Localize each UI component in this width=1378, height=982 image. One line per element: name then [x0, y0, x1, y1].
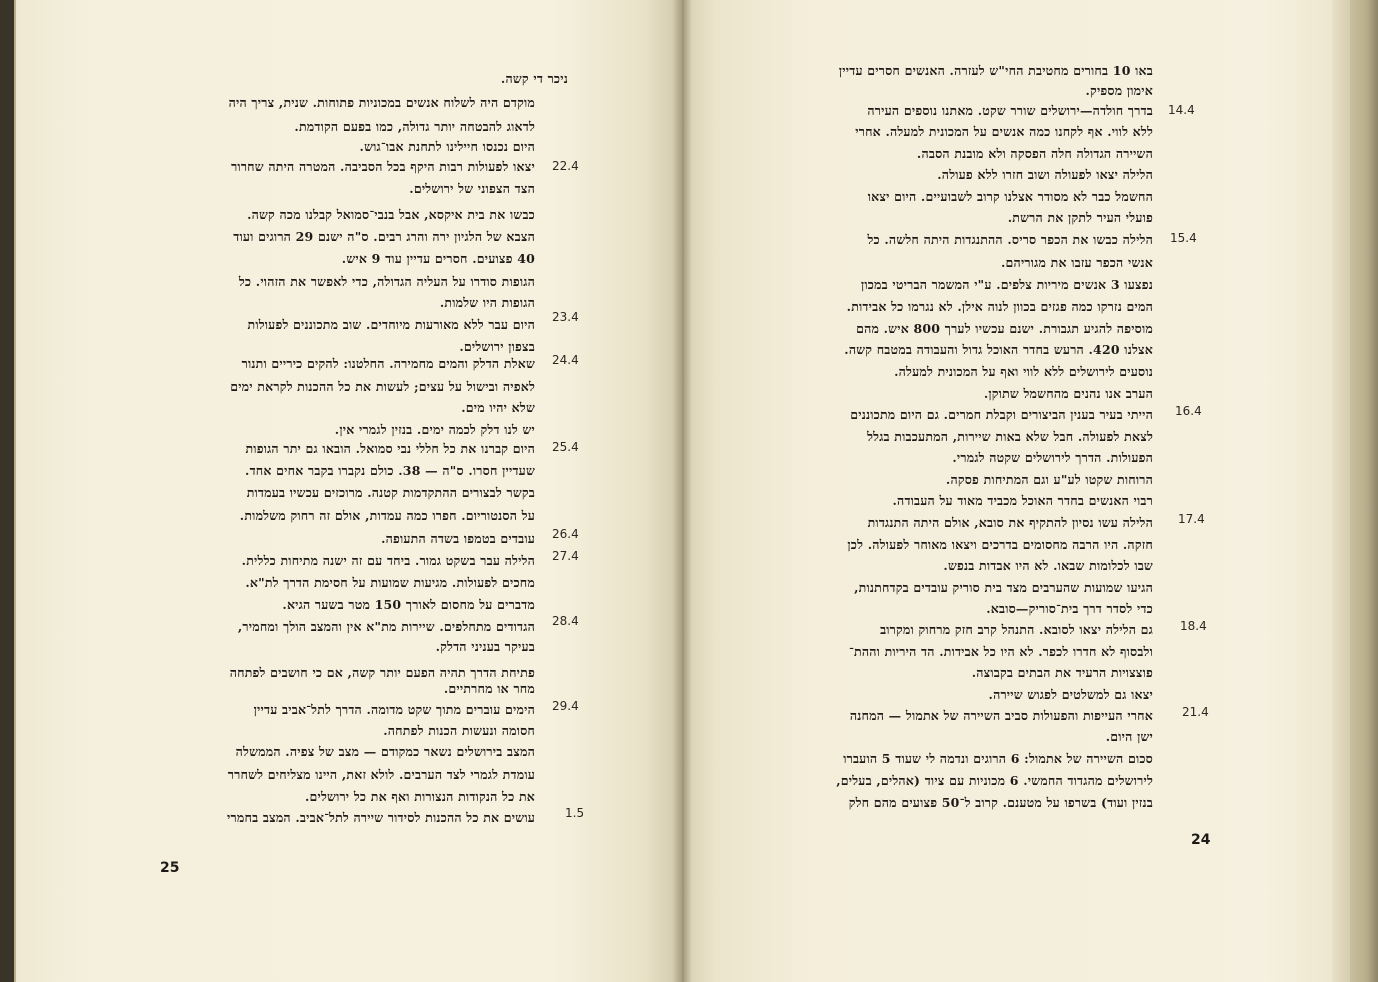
text-line: חסומה ונעשות הכנות לפתחה. — [383, 723, 535, 738]
text-line: כדי לסדר דרך בית־סוריק—סובא. — [986, 601, 1153, 616]
entry-date: 16.4 — [1175, 404, 1202, 418]
text-line: בדרך חולדה—ירושלים שורר שקט. מאתנו נוספים העירה — [867, 103, 1153, 118]
text-line: נוסעים לירושלים ללא לווי ואף על המכונית למעלה. — [894, 364, 1153, 379]
text-line: יש לנו דלק לכמה ימים. בנזין לגמרי אין. — [334, 422, 535, 437]
text-line: אחרי העייפות והפעולות סביב השיירה של אתמול — המחנה — [849, 708, 1153, 723]
text-line: הלילה עבר בשקט גמור. ביחד עם זה ישנה מתיחות כללית. — [241, 553, 535, 568]
text-line: היום עבר ללא מאורעות מיוחדים. שוב מתכוננים לפעולות — [247, 317, 535, 332]
text-line: המצב בירושלים נשאר כמקודם — מצב של צפיה. הממשלה — [235, 744, 535, 759]
text-line: שבו לכלומות שבאו. לא היו אבדות בנפש. — [943, 558, 1153, 573]
text-line: הצד הצפוני של ירושלים. — [409, 181, 535, 196]
book-cover-edge — [1350, 0, 1378, 982]
text-line: מחכים לפעולות. מגיעות שמועות על חסימת הדרך לת"א. — [245, 575, 535, 590]
book-gutter — [672, 0, 692, 982]
entry-date: 22.4 — [552, 159, 579, 173]
text-line: ניכר די קשה. — [500, 71, 568, 86]
entry-date: 23.4 — [552, 310, 579, 324]
text-line: לצאת לפעולה. חבל שלא באות שיירות, המתעכבות בגלל — [867, 429, 1153, 444]
text-line: מוסיפה להגיע תגבורת. ישנם עכשיו לערך 800 איש. מהם — [856, 321, 1153, 336]
text-line: ולבסוף לא חדרו לכפר. לא היו כל אבידות. הד היריות וההת־ — [849, 644, 1153, 659]
text-line: יצאו גם למשלטים לפגוש שיירה. — [988, 687, 1153, 702]
text-line: אימון מספיק. — [1085, 83, 1153, 98]
text-line: השיירה הגדולה חלה הפסקה ולא מובנת הסבה. — [916, 146, 1153, 161]
text-line: עובדים בטמפו בשדה התעופה. — [381, 531, 535, 546]
text-line: חזקה. היו הרבה מחסומים בדרכים ויצאו מאוחר לפעולה. לכן — [847, 537, 1153, 552]
text-line: היום קברנו את כל חללי נבי סמואל. הובאו גם יתר הגופות — [245, 441, 535, 456]
text-line: החשמל כבר לא מסודר אצלנו קרוב לשבועיים. היום יצאו — [867, 189, 1153, 204]
text-line: הימים עוברים מתוך שקט מדומה. הדרך לתל־אביב עדיין — [253, 702, 535, 717]
page-number: 24 — [1191, 832, 1211, 848]
text-line: הרוחות שקטו לע"ע וגם המתיחות פסקה. — [945, 472, 1153, 487]
text-line: הגדודים מתחלפים. שיירות מת"א אין והמצב הולך ומחמיר, — [237, 619, 535, 634]
text-line: המים נזרקו כמה פגזים בכוון לנוה אילן. לא נגרמו כל אבידות. — [846, 299, 1153, 314]
text-line: אנשי הכפר עזבו את מגוריהם. — [1001, 255, 1153, 270]
page-edge — [1332, 0, 1350, 982]
text-line: שעדיין חסרו. ס"ה — 38. כולם נקברו בקבר אחים אחד. — [245, 463, 535, 478]
entry-date: 17.4 — [1178, 512, 1205, 526]
text-line: את כל הנקודות הנצורות ואף את כל ירושלים. — [304, 789, 535, 804]
text-line: היום נכנסו חיילינו לתחנת אבו־גוש. — [359, 139, 535, 154]
entry-date: 27.4 — [552, 549, 579, 563]
text-line: הלילה יצאו לפעולה ושוב חזרו ללא פעולה. — [937, 167, 1153, 182]
text-line: גם הלילה יצאו לסובא. התנהל קרב חזק מרחוק ומקרוב — [880, 622, 1153, 637]
entry-date: 29.4 — [552, 699, 579, 713]
text-line: פתיחת הדרך תהיה הפעם יותר קשה, אם כי חושבים לפתחה — [229, 665, 535, 680]
text-line: שלא יהיו מים. — [461, 400, 535, 415]
text-line: 40 פצועים. חסרים עדיין עוד 9 איש. — [341, 251, 535, 266]
text-line: אצלנו 420. הרעש בחדר האוכל גדול והעבודה במטבח קשה. — [844, 342, 1153, 357]
text-line: מחר או מחרתיים. — [443, 681, 535, 696]
text-line: בצפון ירושלים. — [459, 339, 535, 354]
entry-date: 15.4 — [1170, 231, 1197, 245]
entry-date: 26.4 — [552, 527, 579, 541]
text-line: הגופות היו שלמות. — [439, 295, 535, 310]
text-line: לדאוג להבטחה יותר גדולה, כמו בפעם הקודמת. — [294, 119, 535, 134]
text-line: הלילה עשו נסיון להתקיף את סובא, אולם היתה התנגדות — [867, 515, 1153, 530]
text-line: באו 10 בחורים מחטיבת החי"ש לעזרה. האנשים חסרים עדיין — [838, 63, 1153, 78]
text-line: עושים את כל ההכנות לסידור שיירה לתל־אביב. המצב בחמרי — [227, 810, 535, 825]
text-line: הגופות סודרו על העליה הגדולה, כדי לאפשר את הזהוי. כל — [238, 274, 535, 289]
text-line: כבשו את בית איקסא, אבל בנבי־סמואל קבלנו מכה קשה. — [247, 207, 535, 222]
entry-date: 25.4 — [552, 440, 579, 454]
text-line: נפצעו 3 אנשים מיריות צלפים. ע"י המשמר הבריטי במכון — [860, 277, 1153, 292]
text-line: יצאו לפעולות רבות היקף בכל הסביבה. המטרה היתה שחרור — [231, 159, 535, 174]
text-line: הלילה כבשו את הכפר סריס. ההתנגדות היתה חלשה. כל — [867, 232, 1153, 247]
text-line: הייתי בעיר בענין הביצורים וקבלת חמרים. גם היום מתכוננים — [850, 407, 1153, 422]
entry-date: 21.4 — [1182, 705, 1209, 719]
text-line: הצבא של הלגיון ירה והרג רבים. ס"ה ישנם 29 הרוגים ועוד — [233, 229, 535, 244]
text-line: ללא לווי. אף לקחנו כמה אנשים על המכונית למעלה. אחרי — [855, 124, 1153, 139]
text-line: שאלת הדלק והמים מחמירה. החלטנו: להקים כיריים ותנור — [241, 356, 535, 371]
text-line: לירושלים מהגדוד החמשי. 6 מכוניות עם ציוד (אהלים, בעלים, — [836, 773, 1153, 788]
entry-date: 28.4 — [552, 614, 579, 628]
text-line: ישן היום. — [1105, 729, 1153, 744]
entry-date: 18.4 — [1180, 619, 1207, 633]
text-line: מדברים על מחסום לאורך 150 מטר בשער הגיא. — [282, 597, 535, 612]
entry-date: 1.5 — [565, 806, 585, 820]
text-line: בעיקר בעניני הדלק. — [435, 639, 535, 654]
text-line: מוקדם היה לשלוח אנשים במכוניות פתוחות. שנית, צריך היה — [228, 95, 535, 110]
text-line: פוצצויות הרעיד את הבתים בקבוצה. — [971, 665, 1153, 680]
text-line: הפעולות. הדרך לירושלים שקטה לגמרי. — [952, 450, 1153, 465]
text-line: פועלי העיר לתקן את הרשת. — [1007, 210, 1153, 225]
text-line: הגיעו שמועות שהערבים מצד בית סוריק עובדים בקדחתנות, — [854, 580, 1153, 595]
text-line: בנזין ועוד) בשרפו על מטענם. קרוב ל־50 פצועים מהם חלק — [848, 795, 1153, 810]
text-line: בקשר לבצורים ההתקדמות קטנה. מרוכזים עכשיו בעמדות — [246, 485, 535, 500]
text-line: סכום השיירה של אתמול: 6 הרוגים ונדמה לי שעוד 5 הועברו — [843, 751, 1153, 766]
entry-date: 24.4 — [552, 353, 579, 367]
text-line: לאפיה ובישול על עצים; לעשות את כל ההכנות לקראת ימים — [230, 379, 535, 394]
text-line: רבוי האנשים בחדר האוכל מכביד מאוד על העבודה. — [892, 493, 1153, 508]
entry-date: 14.4 — [1168, 103, 1195, 117]
text-line: על הסנטוריום. חפרו כמה עמדות, אולם זה רחוק משלמות. — [239, 508, 535, 523]
text-line: הערב אנו נהנים מהחשמל שתוקן. — [983, 386, 1153, 401]
page-number: 25 — [160, 860, 180, 876]
text-line: עומדת לגמרי לצד הערבים. לולא זאת, היינו מצליחים לשחרר — [227, 767, 535, 782]
